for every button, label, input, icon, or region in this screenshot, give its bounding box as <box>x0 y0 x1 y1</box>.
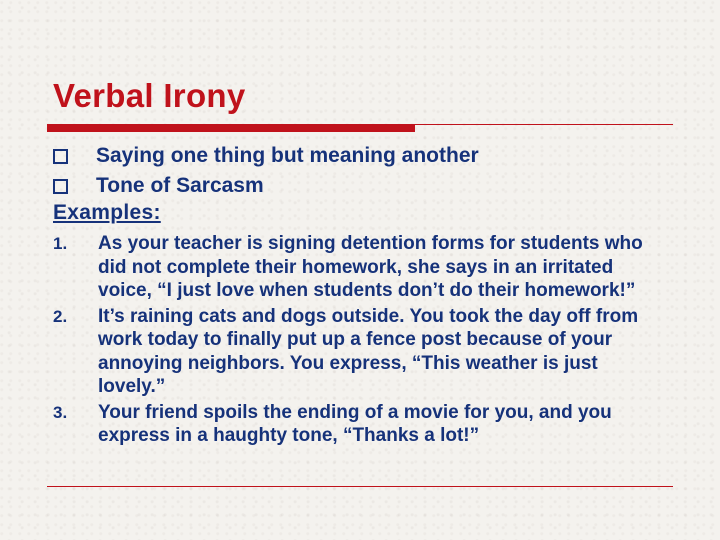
examples-heading: Examples: <box>53 201 161 224</box>
slide-title: Verbal Irony <box>53 77 246 114</box>
bullet-item <box>53 141 479 171</box>
example-item <box>53 401 663 448</box>
bullet-item <box>53 171 479 201</box>
example-number: 2. <box>53 306 68 326</box>
bullet-list <box>53 141 479 201</box>
example-text: It’s raining cats and dogs outside. You took the day off from work today to finally put up a fence post because of your annoying neighbors. You express, “This weather is just lovely.” <box>98 305 639 397</box>
bullet-text: Tone of Sarcasm <box>96 174 264 197</box>
example-text: Your friend spoils the ending of a movie for you, and you express in a haughty tone, “Thanks a lot!” <box>98 401 612 446</box>
example-number: 1. <box>53 234 68 253</box>
title-underline-thick <box>47 124 415 132</box>
example-text: As your teacher is signing detention forms for students who did not complete their homework, she says in an irritated voice, “I just love when students don’t do their homework!” <box>98 233 643 301</box>
example-number: 3. <box>53 402 68 422</box>
bullet-text: Saying one thing but meaning another <box>96 144 479 167</box>
example-item <box>53 305 663 399</box>
examples-list <box>53 232 663 448</box>
example-item <box>53 232 663 303</box>
title-underline-thin <box>415 124 673 125</box>
footer-divider <box>47 486 673 487</box>
hollow-square-bullet-icon <box>53 149 68 164</box>
hollow-square-bullet-icon <box>53 179 68 194</box>
